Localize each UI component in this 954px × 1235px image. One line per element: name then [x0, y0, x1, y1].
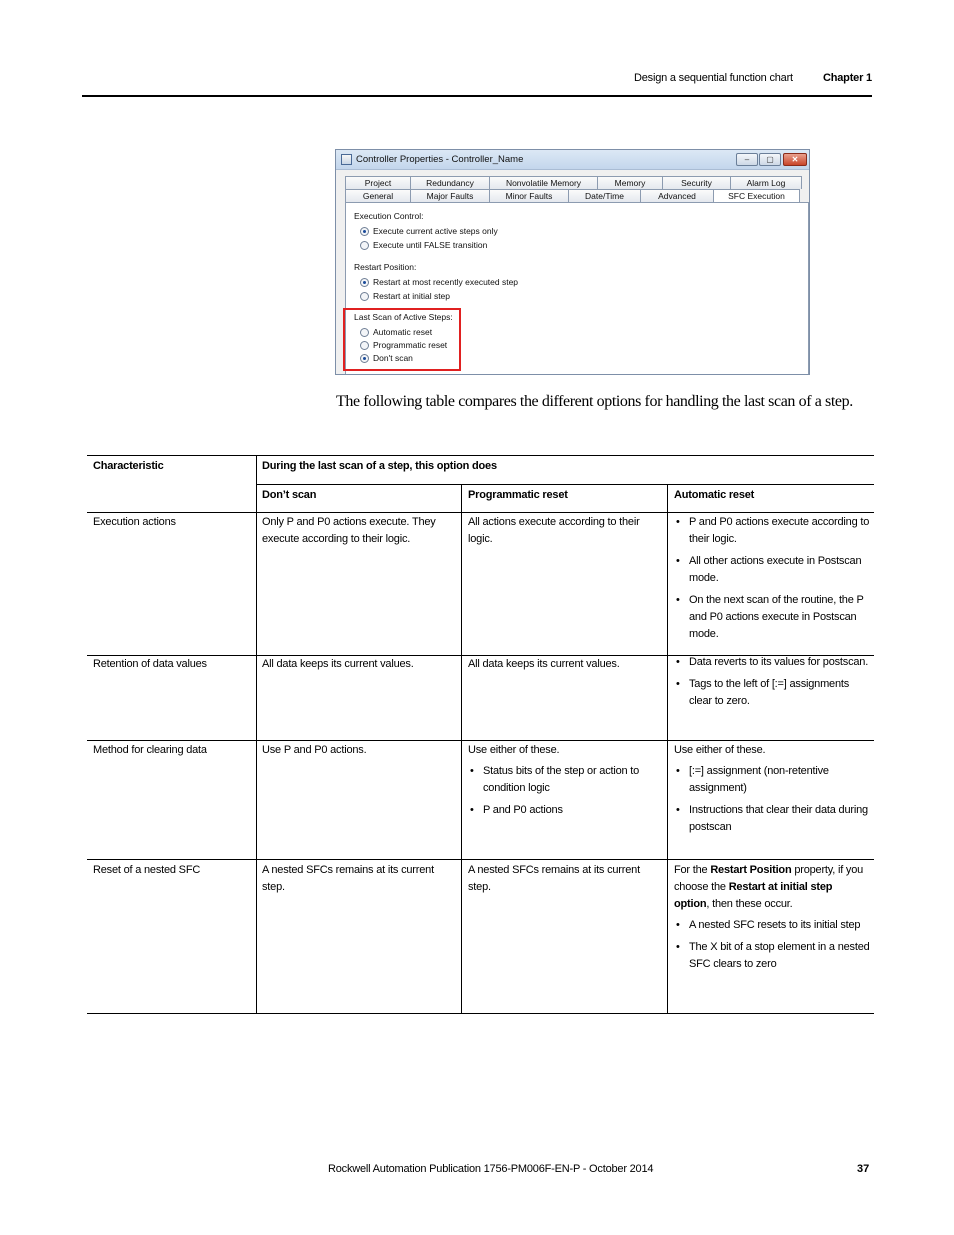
row-nested-sfc-automatic: For the Restart Position property, if you choose the Restart at initial step option, then these occur. • A nested SFC resets to its initial step • The X bit of a stop element in a nested SFC clears to zero	[674, 862, 870, 973]
tab-general[interactable]: General	[345, 189, 411, 202]
radio-selected-icon	[360, 227, 369, 236]
header-group: During the last scan of a step, this option does	[262, 460, 497, 472]
table-rule-row3	[87, 859, 874, 860]
execution-control-label: Execution Control:	[354, 211, 424, 221]
table-rule-bottom	[87, 1013, 874, 1014]
comparison-table	[87, 455, 874, 1014]
row-clearing-label: Method for clearing data	[93, 744, 207, 756]
tab-memory[interactable]: Memory	[597, 176, 663, 189]
radio-unselected-icon	[360, 328, 369, 337]
radio-selected-icon	[360, 354, 369, 363]
table-rule-subheader	[256, 484, 874, 485]
tab-major-faults[interactable]: Major Faults	[410, 189, 490, 202]
radio-unselected-icon	[360, 241, 369, 250]
table-col-divider-3	[667, 484, 668, 1014]
radio-unselected-icon	[360, 341, 369, 350]
tab-row-1	[345, 176, 801, 189]
tab-minor-faults[interactable]: Minor Faults	[489, 189, 569, 202]
list-item: • Tags to the left of [:=] assignments clear to zero.	[674, 676, 870, 710]
table-col-divider-1	[256, 455, 257, 1014]
header-characteristic: Characteristic	[93, 460, 164, 472]
table-rule-row2	[87, 740, 874, 741]
list-item: • Instructions that clear their data during postscan	[674, 802, 870, 836]
header-dont-scan: Don’t scan	[262, 489, 317, 501]
list-item: • Status bits of the step or action to condition logic	[468, 763, 664, 797]
tab-alarm-log[interactable]: Alarm Log	[730, 176, 802, 189]
tab-advanced[interactable]: Advanced	[640, 189, 714, 202]
list-item: • [:=] assignment (non-retentive assignment)	[674, 763, 870, 797]
maximize-button[interactable]: ▢	[759, 153, 781, 166]
tab-sfc-execution[interactable]: SFC Execution	[713, 189, 800, 203]
row-execution-actions-label: Execution actions	[93, 516, 176, 528]
list-item: • A nested SFC resets to its initial step	[674, 917, 870, 934]
table-rule-top	[87, 455, 874, 456]
tab-date-time[interactable]: Date/Time	[568, 189, 641, 202]
list-item: • Data reverts to its values for postscan.	[674, 654, 870, 671]
row-retention-programmatic: All data keeps its current values.	[468, 658, 620, 670]
radio-automatic-reset[interactable]: Automatic reset	[360, 327, 432, 337]
row-nested-sfc-label: Reset of a nested SFC	[93, 864, 201, 876]
list-item: • P and P0 actions	[468, 802, 664, 819]
table-col-divider-2	[461, 484, 462, 1014]
header-programmatic-reset: Programmatic reset	[468, 489, 568, 501]
restart-position-label: Restart Position:	[354, 262, 417, 272]
minimize-button[interactable]: –	[736, 153, 758, 166]
row-retention-label: Retention of data values	[93, 658, 207, 670]
list-item: • The X bit of a stop element in a nested SFC clears to zero	[674, 939, 870, 973]
row-clearing-dont-scan: Use P and P0 actions.	[262, 744, 367, 756]
tab-row-2	[345, 189, 799, 202]
row-execution-actions-programmatic: All actions execute according to their logic.	[468, 516, 640, 545]
radio-selected-icon	[360, 278, 369, 287]
table-rule-header-bottom	[87, 512, 874, 513]
radio-dont-scan[interactable]: Don't scan	[360, 353, 413, 363]
intro-paragraph: The following table compares the different options for handling the last scan of a step.	[336, 393, 853, 410]
row-retention-automatic	[674, 654, 870, 710]
dialog-titlebar	[336, 150, 809, 170]
list-item: • P and P0 actions execute according to their logic.	[674, 514, 870, 548]
row-nested-sfc-dont-scan: A nested SFCs remains at its current step.	[262, 864, 434, 893]
row-execution-actions-automatic	[674, 514, 870, 643]
radio-programmatic-reset[interactable]: Programmatic reset	[360, 340, 447, 350]
last-scan-label: Last Scan of Active Steps:	[354, 312, 453, 322]
footer-publication: Rockwell Automation Publication 1756-PM006F-EN-P - October 2014	[328, 1163, 654, 1175]
row-clearing-programmatic: Use either of these. • Status bits of the step or action to condition logic • P and P0 actions	[468, 742, 664, 819]
tab-project[interactable]: Project	[345, 176, 411, 189]
running-header-section: Design a sequential function chart	[634, 72, 793, 84]
header-automatic-reset: Automatic reset	[674, 489, 755, 501]
row-execution-actions-dont-scan: Only P and P0 actions execute. They execute according to their logic.	[262, 516, 436, 545]
list-item: • All other actions execute in Postscan mode.	[674, 553, 870, 587]
close-button[interactable]: ✕	[783, 153, 807, 166]
row-retention-dont-scan: All data keeps its current values.	[262, 658, 414, 670]
radio-execute-until-false[interactable]: Execute until FALSE transition	[360, 240, 487, 250]
tab-nonvolatile-memory[interactable]: Nonvolatile Memory	[489, 176, 598, 189]
radio-execute-current-steps[interactable]: Execute current active steps only	[360, 226, 498, 236]
page-number: 37	[857, 1163, 870, 1175]
header-rule	[82, 95, 872, 97]
row-nested-sfc-programmatic: A nested SFCs remains at its current step.	[468, 864, 640, 893]
controller-icon	[341, 154, 352, 165]
radio-restart-recent-step[interactable]: Restart at most recently executed step	[360, 277, 518, 287]
dialog-title: Controller Properties - Controller_Name	[356, 154, 524, 165]
list-item: • On the next scan of the routine, the P and P0 actions execute in Postscan mode.	[674, 592, 870, 643]
tab-redundancy[interactable]: Redundancy	[410, 176, 490, 189]
running-header-chapter: Chapter 1	[823, 72, 872, 84]
radio-unselected-icon	[360, 292, 369, 301]
radio-restart-initial-step[interactable]: Restart at initial step	[360, 291, 450, 301]
row-clearing-automatic: Use either of these. • [:=] assignment (non-retentive assignment) • Instructions that clear their data during postscan	[674, 742, 870, 836]
tab-security[interactable]: Security	[662, 176, 731, 189]
